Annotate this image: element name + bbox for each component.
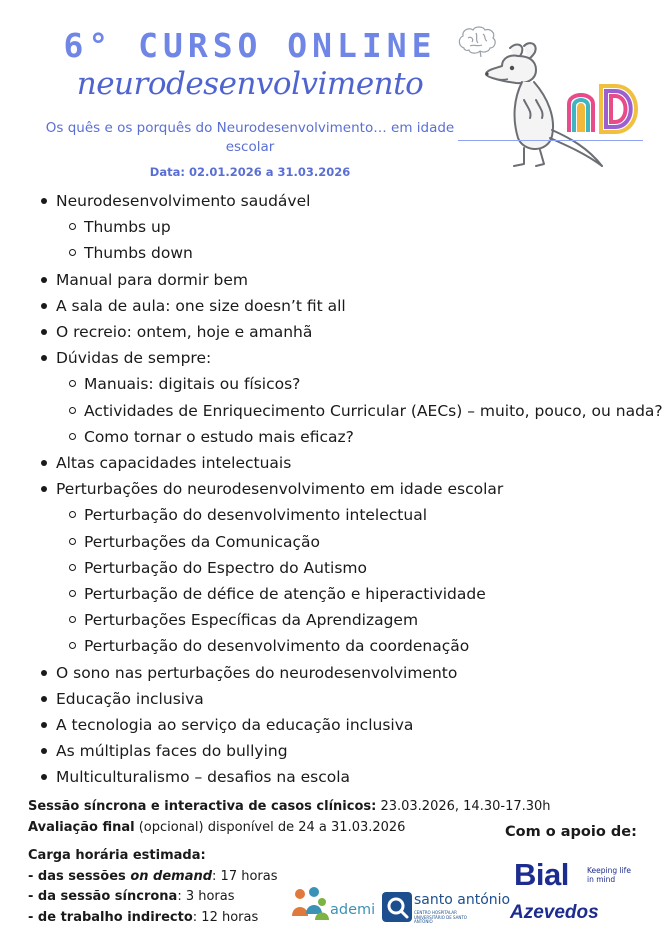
workload-line: - de trabalho indirecto: 12 horas [28, 909, 259, 925]
subtopic-item: Manuais: digitais ou físicos? [40, 371, 640, 397]
subtopic-item: Actividades de Enriquecimento Curricular (AECs) – muito, pouco, ou nada? [40, 398, 640, 424]
topic-item: O sono nas perturbações do neurodesenvolvimento [40, 660, 640, 686]
final-evaluation-line [28, 818, 551, 839]
topic-item: A tecnologia ao serviço da educação inclusiva [40, 712, 640, 738]
topic-item: Multiculturalismo – desafios na escola [40, 764, 640, 790]
subtopic-item: Perturbações Específicas da Aprendizagem [40, 607, 640, 633]
ademi-logo: ademi [330, 902, 376, 918]
bial-logo: Bial [514, 857, 569, 892]
topic-item: Neurodesenvolvimento saudável [40, 188, 640, 214]
topic-item: Manual para dormir bem [40, 267, 640, 293]
topic-item: As múltiplas faces do bullying [40, 738, 640, 764]
subtopic-item: Thumbs down [40, 240, 640, 266]
subtopic-item: Perturbação de défice de atenção e hiperactividade [40, 581, 640, 607]
nd-logo-icon [565, 82, 643, 136]
sync-session-line [28, 797, 551, 818]
topic-item: Perturbações do neurodesenvolvimento em idade escolar [40, 476, 640, 502]
topic-item: Dúvidas de sempre: [40, 345, 640, 371]
subtopic-item: Como tornar o estudo mais eficaz? [40, 424, 640, 450]
ademi-people-icon [290, 884, 330, 922]
course-subtitle: neurodesenvolvimento [76, 66, 424, 102]
final-evaluation-label: Avaliação final [28, 819, 135, 835]
topic-item: Altas capacidades intelectuais [40, 450, 640, 476]
subtopic-item: Thumbs up [40, 214, 640, 240]
session-info [28, 797, 551, 838]
santo-antonio-logo: santo antónio [414, 892, 511, 908]
subtopic-item: Perturbação do Espectro do Autismo [40, 555, 640, 581]
subtopic-item: Perturbações da Comunicação [40, 529, 640, 555]
santo-antonio-subtitle: CENTRO HOSPITALAR UNIVERSITÁRIO DE SANTO ANTÓNIO [414, 910, 467, 924]
topic-item: A sala de aula: one size doesn’t fit all [40, 293, 640, 319]
sync-session-label: Sessão síncrona e interactiva de casos clínicos: [28, 799, 377, 814]
header-divider [458, 140, 643, 141]
subtopic-item: Perturbação do desenvolvimento da coordenação [40, 633, 640, 659]
topic-item: O recreio: ontem, hoje e amanhã [40, 319, 640, 345]
course-dates: Data: 02.01.2026 a 31.03.2026 [149, 165, 351, 179]
support-label: Com o apoio de: [505, 824, 637, 840]
santo-antonio-logo-icon [382, 892, 412, 922]
topic-list [40, 188, 663, 791]
workload-line: - das sessões on demand: 17 horas [28, 868, 278, 884]
azevedos-logo: Azevedos [510, 902, 599, 923]
course-tagline: Os quês e os porquês do Neurodesenvolvimento… em idade escolar [45, 120, 455, 155]
topic-item: Educação inclusiva [40, 686, 640, 712]
subtopic-item: Perturbação do desenvolvimento intelectual [40, 502, 640, 528]
course-title: 6° CURSO ONLINE [63, 26, 437, 65]
bial-tagline: Keeping life in mind [587, 866, 631, 884]
final-evaluation-value: (opcional) disponível de 24 a 31.03.2026 [134, 819, 406, 835]
sync-session-value: 23.03.2026, 14.30-17.30h [376, 799, 551, 814]
workload-line: - da sessão síncrona: 3 horas [28, 889, 235, 904]
workload-heading: Carga horária estimada: [28, 848, 206, 863]
workload-info [28, 846, 278, 928]
